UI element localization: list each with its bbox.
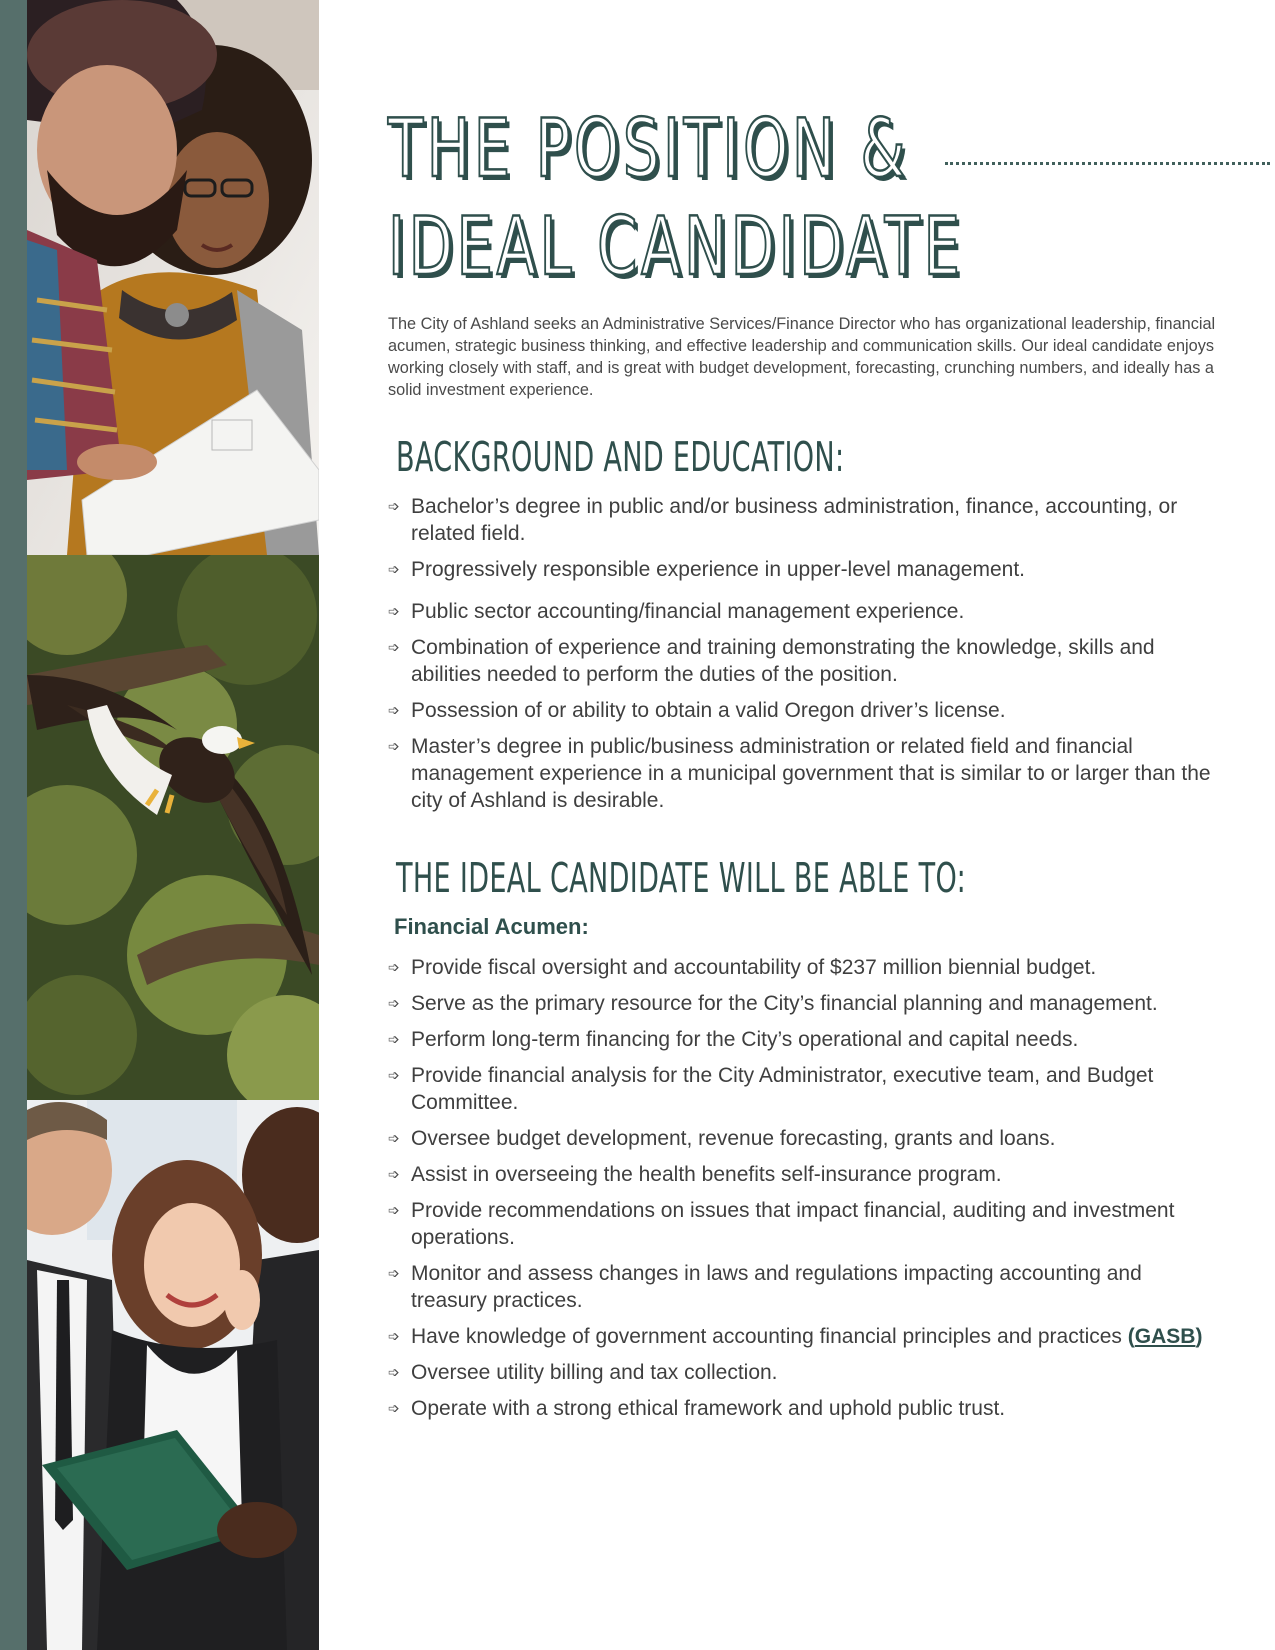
page-title <box>388 100 963 296</box>
list-item: ➩ Progressively responsible experience in upper-level management. <box>388 558 1025 581</box>
list-item: ➩ Perform long-term financing for the City’s operational and capital needs. <box>388 1028 1079 1051</box>
photo-businesspeople-clipboard <box>27 1100 319 1650</box>
arrow-bullet-icon: ➩ <box>388 639 400 655</box>
arrow-bullet-icon: ➩ <box>388 1067 400 1083</box>
list-item: ➩ Oversee budget development, revenue forecasting, grants and loans. <box>388 1127 1056 1150</box>
intro-paragraph: The City of Ashland seeks an Administrative Services/Finance Director who has organizational leadership, financial acumen, strategic business thinking, and effective leadership and communication skills. Our ideal candidate enjoys working closely with staff, and is great with budget development, forecasting, crunching numbers, and ideally has a solid investment experience. <box>388 315 1216 399</box>
background-list <box>388 493 1218 814</box>
arrow-bullet-icon: ➩ <box>388 738 400 754</box>
list-item-gasb: ➩ Have knowledge of government accounting financial principles and practices (GASB) <box>388 1325 1203 1348</box>
gasb-paren-open: ( <box>1127 1325 1135 1348</box>
title-line-2: IDEAL CANDIDATE <box>388 200 964 293</box>
arrow-bullet-icon: ➩ <box>388 1364 400 1380</box>
list-item: ➩ Combination of experience and training demonstrating the knowledge, skills and abilities needed to perform the duties of the position. <box>388 636 1155 686</box>
gasb-link[interactable]: GASB <box>1134 1325 1196 1348</box>
ideal-candidate-heading: THE IDEAL CANDIDATE WILL BE ABLE TO: <box>396 854 967 902</box>
arrow-bullet-icon: ➩ <box>388 603 400 619</box>
list-item: ➩ Master’s degree in public/business administration or related field and financial management experience in a municipal government that is similar to or larger than the city of Ashland is desirable. <box>388 735 1211 812</box>
background-heading: BACKGROUND AND EDUCATION: <box>396 433 845 481</box>
title-dotted-rule <box>945 162 1270 165</box>
list-item: ➩ Provide financial analysis for the City Administrator, executive team, and Budget Committee. <box>388 1064 1154 1114</box>
list-item: ➩ Provide recommendations on issues that impact financial, auditing and investment operations. <box>388 1199 1175 1249</box>
arrow-bullet-icon: ➩ <box>388 959 400 975</box>
list-item: ➩ Monitor and assess changes in laws and regulations impacting accounting and treasury practices. <box>388 1262 1142 1312</box>
photo-bald-eagle <box>27 555 319 1100</box>
arrow-bullet-icon: ➩ <box>388 1166 400 1182</box>
arrow-bullet-icon: ➩ <box>388 1130 400 1146</box>
arrow-bullet-icon: ➩ <box>388 1265 400 1281</box>
list-item: ➩ Provide fiscal oversight and accountability of $237 million biennial budget. <box>388 956 1097 979</box>
arrow-bullet-icon: ➩ <box>388 561 400 577</box>
list-item: ➩ Possession of or ability to obtain a valid Oregon driver’s license. <box>388 699 1006 722</box>
arrow-bullet-icon: ➩ <box>388 1328 400 1344</box>
list-item: ➩ Public sector accounting/financial management experience. <box>388 600 965 623</box>
financial-acumen-list <box>388 954 1218 1431</box>
arrow-bullet-icon: ➩ <box>388 1031 400 1047</box>
arrow-bullet-icon: ➩ <box>388 1400 400 1416</box>
gasb-paren-close: ) <box>1195 1325 1203 1348</box>
list-item: ➩ Operate with a strong ethical framework and uphold public trust. <box>388 1397 1006 1420</box>
list-item: ➩ Assist in overseeing the health benefits self-insurance program. <box>388 1163 1002 1186</box>
arrow-bullet-icon: ➩ <box>388 1202 400 1218</box>
list-item: ➩ Bachelor’s degree in public and/or business administration, finance, accounting, or related field. <box>388 495 1178 545</box>
arrow-bullet-icon: ➩ <box>388 702 400 718</box>
list-item: ➩ Oversee utility billing and tax collection. <box>388 1361 778 1384</box>
arrow-bullet-icon: ➩ <box>388 498 400 514</box>
left-accent-bar <box>0 0 27 1650</box>
arrow-bullet-icon: ➩ <box>388 995 400 1011</box>
photo-team-reviewing-document <box>27 0 319 555</box>
financial-acumen-subheading: Financial Acumen: <box>394 914 589 939</box>
list-item: ➩ Serve as the primary resource for the City’s financial planning and management. <box>388 992 1158 1015</box>
title-line-1: THE POSITION & <box>388 102 910 195</box>
